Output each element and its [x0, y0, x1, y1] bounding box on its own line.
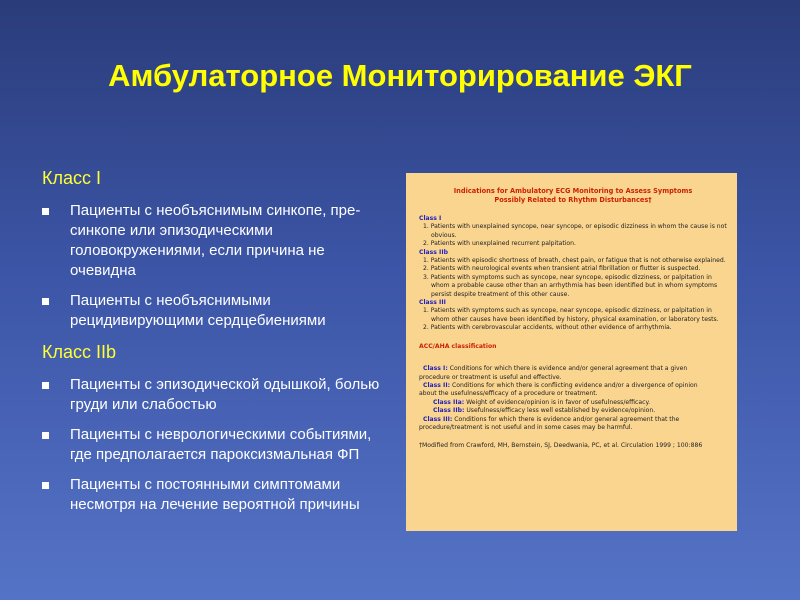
list-item-text: Пациенты с эпизодической одышкой, болью груди или слабостью: [70, 376, 380, 413]
definition-text: Usefulness/efficacy less well established by evidence/opinion.: [464, 407, 656, 415]
list-item-text: Пациенты с необъяснимыми рецидивирующими сердцебиениями: [70, 292, 326, 329]
acc-aha-heading: ACC/AHA classification: [419, 342, 497, 350]
card-item-cont: obvious.: [431, 231, 457, 239]
definition-label: Class IIa:: [433, 398, 465, 406]
class2b-heading: Класс IIb: [42, 342, 117, 362]
card-item-text: 1. Patients with symptoms such as syncope, near syncope, episodic dizziness, or palpitation in: [423, 307, 712, 315]
class1-heading: Класс I: [42, 168, 102, 188]
definition-cont: procedure or treatment is useful and effective.: [419, 373, 562, 381]
card-item: [419, 307, 727, 324]
definition-text: Conditions for which there is evidence and/or general agreement that the: [452, 415, 680, 423]
card-item: 2. Patients with unexplained recurrent palpitation.: [423, 240, 576, 248]
list-item: [42, 201, 392, 281]
list-item: [42, 375, 392, 415]
class2b-list: [42, 375, 392, 515]
list-item: [42, 291, 392, 331]
card-item: 2. Patients with cerebrovascular accidents, without other evidence of arrhythmia.: [423, 324, 672, 332]
definition-text: Conditions for which there is conflicting evidence and/or a divergence of opinion: [450, 381, 698, 389]
definition: [419, 407, 727, 415]
list-item: [42, 475, 392, 515]
definition-label: Class I:: [423, 365, 448, 373]
definition-cont: about the usefulness/efficacy of a procedure or treatment.: [419, 390, 598, 398]
definition: [419, 416, 727, 424]
card-title-line2: Possibly Related to Rhythm Disturbances†: [494, 196, 652, 204]
card-item: [419, 223, 727, 240]
definition: [419, 382, 727, 390]
guideline-card: [406, 173, 737, 531]
definition-label: Class II:: [423, 381, 451, 389]
card-item-cont: persist despite treatment of this other cause.: [431, 290, 570, 298]
definition-cont: procedure/treatment is not useful and in some cases may be harmful.: [419, 423, 633, 431]
bullet-square-icon: [42, 298, 49, 305]
card-item: 2. Patients with neurological events when transient atrial fibrillation or flutter is suspected.: [423, 265, 701, 273]
card-class2b-label: Class IIb: [419, 248, 448, 256]
card-item-cont: whom a probable cause other than an arrhythmia has been identified but in whom symptoms: [431, 282, 718, 290]
list-item-text: Пациенты с необъяснимым синкопе, пре-синкопе или эпизодическими головокружениями, если причина не очевидна: [70, 202, 361, 279]
list-item: [42, 425, 392, 465]
card-item: [419, 274, 727, 299]
left-column: [42, 167, 392, 525]
card-title-line1: Indications for Ambulatory ECG Monitoring to Assess Symptoms: [453, 187, 693, 195]
card-item: 1. Patients with episodic shortness of breath, chest pain, or fatigue that is not otherwise explained.: [423, 257, 726, 265]
definition-label: Class III:: [423, 415, 453, 423]
list-item-text: Пациенты с постоянными симптомами несмотря на лечение вероятной причины: [70, 476, 360, 513]
card-item-text: 1. Patients with unexplained syncope, near syncope, or episodic dizziness in whom the cause is not: [423, 223, 727, 231]
definition: [419, 365, 727, 373]
card-item-cont: whom other causes have been identified by history, physical examination, or laboratory tests.: [431, 315, 719, 323]
definition: [419, 399, 727, 407]
definition-label: Class IIb:: [433, 407, 465, 415]
bullet-square-icon: [42, 432, 49, 439]
card-title: [419, 187, 727, 205]
class1-list: [42, 201, 392, 331]
bullet-square-icon: [42, 208, 49, 215]
list-item-text: Пациенты с неврологическими событиями, где предполагается пароксизмальная ФП: [70, 426, 372, 463]
card-class1-label: Class I: [419, 215, 442, 222]
bullet-square-icon: [42, 482, 49, 489]
slide-title: Амбулаторное Мониторирование ЭКГ: [108, 58, 692, 93]
definition-text: Weight of evidence/opinion is in favor of usefulness/efficacy.: [464, 398, 651, 406]
card-footnote: †Modified from Crawford, MH, Bernstein, SJ, Deedwania, PC, et al. Circulation 1999 ; 100:886: [419, 442, 703, 450]
card-item-text: 3. Patients with symptoms such as syncope, near syncope, episodic dizziness, or palpitation in: [423, 273, 712, 281]
card-class3-label: Class III: [419, 299, 446, 307]
definition-text: Conditions for which there is evidence and/or general agreement that a given: [447, 365, 688, 373]
bullet-square-icon: [42, 382, 49, 389]
